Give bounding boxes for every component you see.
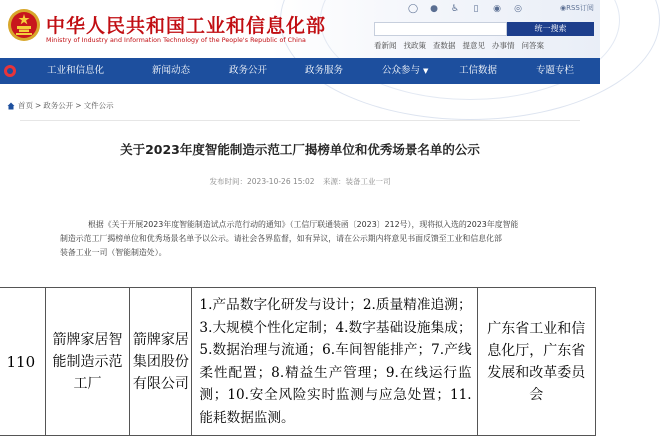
elder-mode-icon[interactable]: ● [430, 4, 438, 14]
wechat-icon[interactable]: ◎ [514, 4, 522, 14]
nav-logo-icon[interactable] [4, 65, 16, 77]
breadcrumb-file-notice[interactable]: 文件公示 [83, 101, 114, 110]
article-title: 关于2023年度智能制造示范工厂揭榜单位和优秀场景名单的公示 [120, 142, 480, 157]
breadcrumb [7, 100, 114, 111]
hot-word-link[interactable]: 找政策 [403, 41, 426, 50]
nav-item-label: 政务公开 [229, 65, 268, 76]
nav-item-public-participation[interactable] [382, 58, 428, 84]
nav-item-label: 公众参与 [382, 65, 421, 76]
site-subtitle: Ministry of Industry and Information Technology of the People's Republic of China [46, 37, 306, 44]
site-title[interactable]: 中华人民共和国工业和信息化部 [46, 15, 327, 37]
breadcrumb-home[interactable]: 首页 [18, 101, 33, 110]
weibo-icon[interactable]: ◉ [493, 4, 501, 14]
paragraph-line: 装备工业一司（智能制造处）。 [60, 248, 167, 257]
hot-words [374, 40, 544, 51]
table-cell-recommender: 广东省工业和信息化厅，广东省发展和改革委员会 [477, 288, 595, 436]
search-button[interactable]: 统一搜索 [507, 22, 594, 36]
table-cell-number: 110 [0, 288, 45, 436]
rss-icon: ◉ [560, 4, 567, 12]
content-divider [20, 120, 580, 121]
site-header [0, 0, 600, 58]
national-emblem-icon[interactable] [7, 8, 41, 42]
search-input[interactable] [374, 22, 507, 36]
nav-item-gov-service[interactable] [305, 58, 343, 84]
accessibility-icon[interactable]: ◯ [408, 4, 419, 14]
list-table [0, 287, 596, 436]
hot-word-link[interactable]: 办事情 [492, 41, 515, 50]
home-icon [7, 102, 15, 110]
table-cell-company: 箭牌家居集团股份有限公司 [130, 288, 192, 436]
nav-item-label: 新闻动态 [152, 65, 191, 76]
article-meta [0, 176, 600, 187]
table-row [0, 288, 596, 436]
nav-item-industry-info[interactable] [47, 58, 104, 84]
rss-label: RSS订阅 [566, 4, 594, 12]
nav-item-gov-affairs[interactable] [229, 58, 267, 84]
nav-item-special-topics[interactable] [536, 58, 574, 84]
table-cell-factory-name: 箭牌家居智能制造示范工厂 [45, 288, 130, 436]
nav-item-label: 工业和信息化 [47, 65, 105, 76]
breadcrumb-separator: > [35, 101, 42, 110]
breadcrumb-gov-affairs[interactable]: 政务公开 [43, 101, 74, 110]
paragraph-line: 根据《关于开展2023年度智能制造试点示范行动的通知》（工信厅联通装函〔2023〕212号），现将拟入选的2023年度智能 [88, 220, 519, 229]
wheelchair-icon[interactable]: ♿ [450, 4, 460, 14]
publish-time: 发布时间：2023-10-26 15:02 [209, 177, 315, 186]
nav-item-news[interactable] [152, 58, 190, 84]
mobile-icon[interactable]: ▯ [473, 4, 479, 14]
rss-link[interactable] [560, 3, 594, 13]
main-nav [0, 58, 600, 84]
nav-item-label: 专题专栏 [536, 65, 575, 76]
nav-item-label: 工信数据 [459, 65, 498, 76]
paragraph-line: 制造示范工厂揭榜单位和优秀场景名单予以公示。请社会各界监督，如有异议，请在公示期内将意见书面反馈至工业和信息化部 [60, 234, 502, 243]
table-cell-scenes: 1.产品数字化研发与设计；2.质量精准追溯；3.大规模个性化定制；4.数字基础设施集成；5.数据治理与流通；6.车间智能排产；7.产线柔性配置；8.精益生产管理；9.在线运行监测；10.安全风险实时监测与应急处置；11.能耗数据监测。 [192, 288, 477, 436]
tool-icons [408, 4, 523, 14]
breadcrumb-separator: > [75, 101, 82, 110]
hot-word-link[interactable]: 问答案 [521, 41, 544, 50]
nav-item-data[interactable] [459, 58, 497, 84]
article-source: 来源：装备工业一司 [322, 177, 391, 186]
hot-word-link[interactable]: 提意见 [462, 41, 485, 50]
hot-word-link[interactable]: 看新闻 [374, 41, 397, 50]
nav-item-label: 政务服务 [305, 65, 344, 76]
article-paragraph [60, 218, 560, 260]
chevron-down-icon: ▼ [423, 67, 429, 75]
hot-word-link[interactable]: 查数据 [433, 41, 456, 50]
